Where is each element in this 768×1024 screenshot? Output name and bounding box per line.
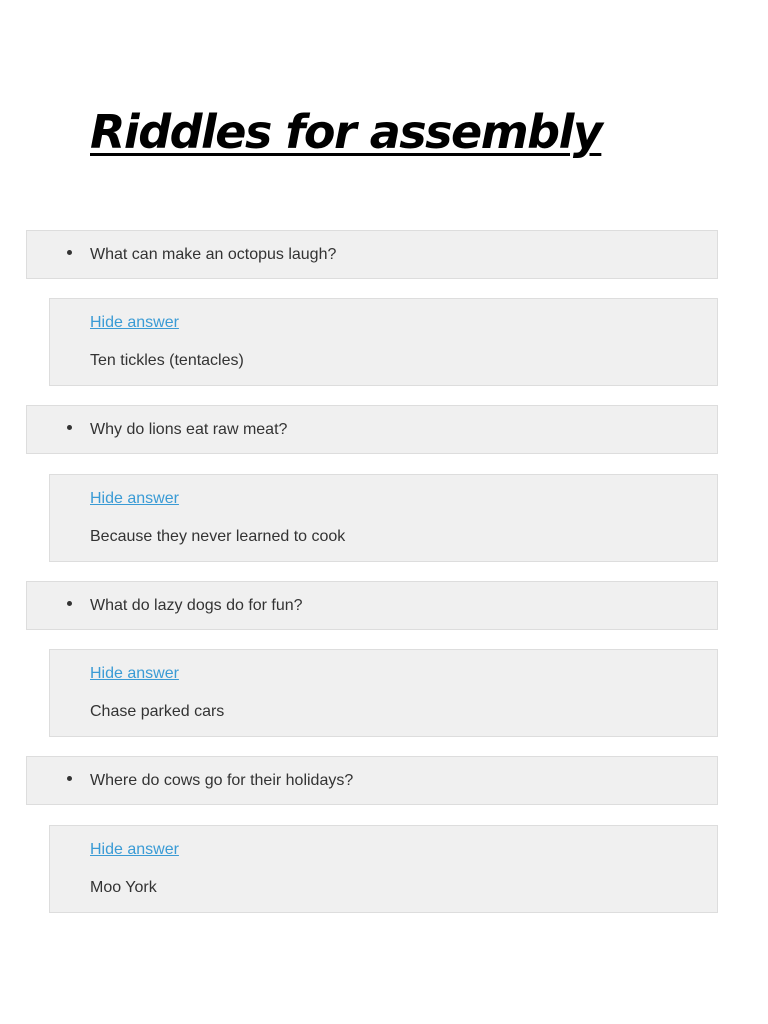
hide-answer-link[interactable]: Hide answer xyxy=(90,314,179,331)
riddle-answer-box xyxy=(49,474,718,562)
riddle-answer-box xyxy=(49,298,718,386)
riddle-question: What do lazy dogs do for fun? xyxy=(90,597,303,614)
riddle-question: Why do lions eat raw meat? xyxy=(90,421,288,438)
riddle-question-box[interactable] xyxy=(26,405,718,454)
bullet-icon xyxy=(67,776,72,781)
riddle-answer: Ten tickles (tentacles) xyxy=(90,352,244,369)
hide-answer-link[interactable]: Hide answer xyxy=(90,841,179,858)
riddle-answer-box xyxy=(49,825,718,913)
page-title: Riddles for assembly xyxy=(90,105,602,159)
riddle-answer: Moo York xyxy=(90,879,157,896)
riddle-question-box[interactable] xyxy=(26,230,718,279)
hide-answer-link[interactable]: Hide answer xyxy=(90,665,179,682)
riddle-question-box[interactable] xyxy=(26,581,718,630)
bullet-icon xyxy=(67,601,72,606)
riddle-answer: Chase parked cars xyxy=(90,703,225,720)
riddle-question: What can make an octopus laugh? xyxy=(90,246,337,263)
riddle-question-box[interactable] xyxy=(26,756,718,805)
bullet-icon xyxy=(67,250,72,255)
hide-answer-link[interactable]: Hide answer xyxy=(90,490,179,507)
riddle-answer: Because they never learned to cook xyxy=(90,528,346,545)
bullet-icon xyxy=(67,425,72,430)
riddle-question: Where do cows go for their holidays? xyxy=(90,772,354,789)
riddle-answer-box xyxy=(49,649,718,737)
